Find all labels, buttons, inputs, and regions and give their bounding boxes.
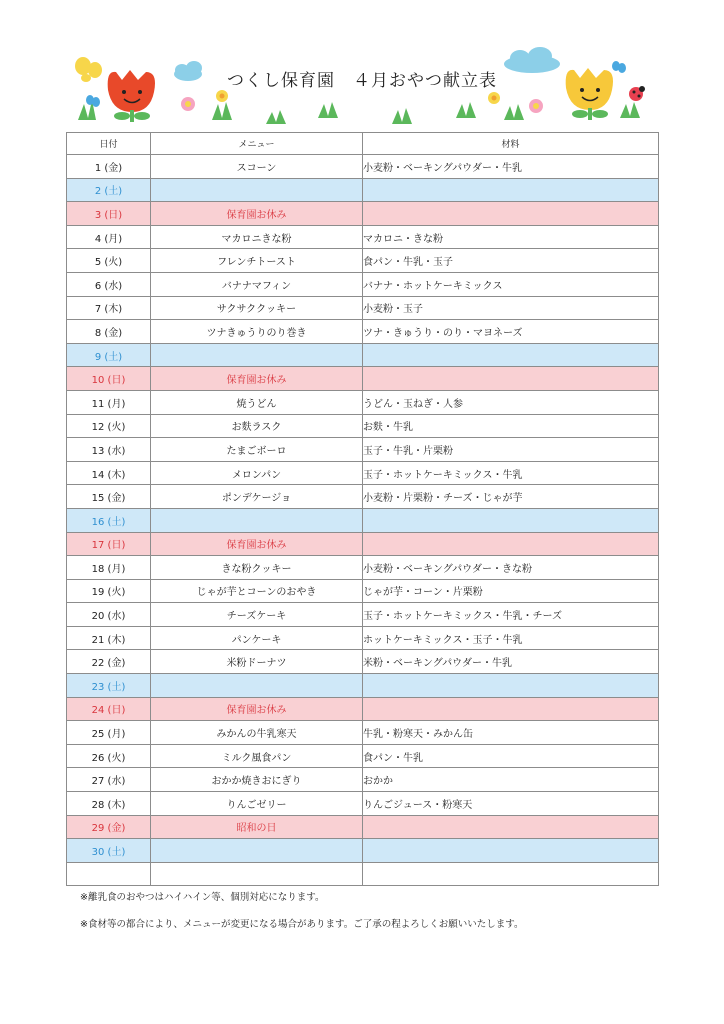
header-menu: メニュー: [151, 133, 363, 155]
row-menu: スコーン: [151, 155, 363, 179]
table-row: [67, 508, 659, 532]
row-date: 6 (水): [67, 272, 151, 296]
table-row: [67, 202, 659, 226]
row-date: 7 (木): [67, 296, 151, 320]
table-row: [67, 320, 659, 344]
row-menu: フレンチトースト: [151, 249, 363, 273]
row-materials: 小麦粉・玉子: [363, 296, 659, 320]
table-row: [67, 296, 659, 320]
row-materials: バナナ・ホットケーキミックス: [363, 272, 659, 296]
row-date: 22 (金): [67, 650, 151, 674]
row-materials: おかか: [363, 768, 659, 792]
table-row: [67, 225, 659, 249]
row-date: 21 (木): [67, 626, 151, 650]
row-menu: 保育園お休み: [151, 202, 363, 226]
row-menu: たまごボーロ: [151, 438, 363, 462]
table-row: [67, 792, 659, 816]
row-materials: [363, 508, 659, 532]
row-materials: 小麦粉・ベーキングパウダー・牛乳: [363, 155, 659, 179]
blue-butterfly-icon: [86, 95, 100, 107]
row-menu: マカロニきな粉: [151, 225, 363, 249]
row-materials: 玉子・ホットケーキミックス・牛乳・チーズ: [363, 603, 659, 627]
row-materials: [363, 697, 659, 721]
row-menu: メロンパン: [151, 461, 363, 485]
row-date: 24 (日): [67, 697, 151, 721]
table-row: [67, 367, 659, 391]
row-date: 20 (水): [67, 603, 151, 627]
notes: [80, 891, 523, 945]
yellow-flower-icon: [216, 90, 228, 102]
row-menu: ミルク風食パン: [151, 744, 363, 768]
note-baby-food: ※離乳食のおやつはハイハイン等、個別対応になります。: [80, 892, 325, 903]
row-date: 23 (土): [67, 674, 151, 698]
header-materials: 材料: [363, 133, 659, 155]
table-row: [67, 862, 659, 886]
row-menu: りんごゼリー: [151, 792, 363, 816]
row-materials: [363, 862, 659, 886]
table-row: [67, 603, 659, 627]
table-row: [67, 744, 659, 768]
table-row: [67, 579, 659, 603]
row-materials: 小麦粉・ベーキングパウダー・きな粉: [363, 556, 659, 580]
row-menu: チーズケーキ: [151, 603, 363, 627]
row-menu: バナナマフィン: [151, 272, 363, 296]
row-materials: ホットケーキミックス・玉子・牛乳: [363, 626, 659, 650]
table-header-row: [67, 133, 659, 155]
row-date: 2 (土): [67, 178, 151, 202]
row-date: 4 (月): [67, 225, 151, 249]
table-row: [67, 343, 659, 367]
table-row: [67, 674, 659, 698]
row-materials: 小麦粉・片栗粉・チーズ・じゃが芋: [363, 485, 659, 509]
row-materials: 米粉・ベーキングパウダー・牛乳: [363, 650, 659, 674]
table-row: [67, 626, 659, 650]
row-materials: [363, 839, 659, 863]
row-date: 12 (火): [67, 414, 151, 438]
table-row: [67, 155, 659, 179]
row-materials: [363, 202, 659, 226]
table-row: [67, 768, 659, 792]
row-materials: ツナ・きゅうり・のり・マヨネーズ: [363, 320, 659, 344]
row-menu: ポンデケージョ: [151, 485, 363, 509]
header-date: 日付: [67, 133, 151, 155]
decoration-illustration: [0, 0, 724, 130]
row-materials: 食パン・牛乳: [363, 744, 659, 768]
table-row: [67, 650, 659, 674]
row-menu: お麩ラスク: [151, 414, 363, 438]
row-menu: みかんの牛乳寒天: [151, 721, 363, 745]
row-materials: [363, 674, 659, 698]
row-materials: お麩・牛乳: [363, 414, 659, 438]
row-materials: じゃが芋・コーン・片栗粉: [363, 579, 659, 603]
row-menu: [151, 178, 363, 202]
row-materials: [363, 815, 659, 839]
row-date: 9 (土): [67, 343, 151, 367]
row-menu: 米粉ドーナツ: [151, 650, 363, 674]
row-date: 16 (土): [67, 508, 151, 532]
row-date: [67, 862, 151, 886]
row-menu: 焼うどん: [151, 390, 363, 414]
row-date: 15 (金): [67, 485, 151, 509]
row-menu: サクサククッキー: [151, 296, 363, 320]
table-row: [67, 461, 659, 485]
row-date: 11 (月): [67, 390, 151, 414]
table-row: [67, 839, 659, 863]
table-row: [67, 556, 659, 580]
table-row: [67, 178, 659, 202]
row-date: 17 (日): [67, 532, 151, 556]
table-row: [67, 249, 659, 273]
table-row: [67, 815, 659, 839]
row-menu: 昭和の日: [151, 815, 363, 839]
row-materials: 玉子・牛乳・片栗粉: [363, 438, 659, 462]
row-menu: 保育園お休み: [151, 697, 363, 721]
row-date: 30 (土): [67, 839, 151, 863]
row-materials: 牛乳・粉寒天・みかん缶: [363, 721, 659, 745]
row-materials: [363, 532, 659, 556]
row-menu: 保育園お休み: [151, 532, 363, 556]
row-date: 19 (火): [67, 579, 151, 603]
row-menu: パンケーキ: [151, 626, 363, 650]
row-menu: きな粉クッキー: [151, 556, 363, 580]
row-menu: [151, 839, 363, 863]
table-row: [67, 414, 659, 438]
table-row: [67, 272, 659, 296]
pink-flower-icon: [181, 97, 195, 111]
row-date: 1 (金): [67, 155, 151, 179]
table-row: [67, 438, 659, 462]
row-menu: 保育園お休み: [151, 367, 363, 391]
note-menu-change: ※食材等の都合により、メニューが変更になる場合があります。ご了承の程よろしくお願いいたします。: [80, 919, 524, 930]
grass-icon: [78, 100, 640, 124]
row-menu: おかか焼きおにぎり: [151, 768, 363, 792]
table-row: [67, 485, 659, 509]
row-materials: 玉子・ホットケーキミックス・牛乳: [363, 461, 659, 485]
row-materials: うどん・玉ねぎ・人参: [363, 390, 659, 414]
header: [0, 0, 724, 130]
table-row: [67, 390, 659, 414]
page-title: つくし保育園 ４月おやつ献立表: [227, 71, 497, 91]
row-menu: [151, 674, 363, 698]
row-date: 10 (日): [67, 367, 151, 391]
row-materials: [363, 178, 659, 202]
row-menu: [151, 508, 363, 532]
row-materials: [363, 367, 659, 391]
row-date: 28 (木): [67, 792, 151, 816]
table-row: [67, 532, 659, 556]
row-date: 26 (火): [67, 744, 151, 768]
row-menu: [151, 343, 363, 367]
snack-menu-table: [66, 132, 659, 886]
row-menu: じゃが芋とコーンのおやき: [151, 579, 363, 603]
row-menu: ツナきゅうりのり巻き: [151, 320, 363, 344]
row-date: 3 (日): [67, 202, 151, 226]
row-date: 27 (水): [67, 768, 151, 792]
row-date: 8 (金): [67, 320, 151, 344]
yellow-flower-icon: [488, 92, 500, 104]
row-date: 18 (月): [67, 556, 151, 580]
row-date: 13 (水): [67, 438, 151, 462]
table-row: [67, 697, 659, 721]
row-date: 14 (木): [67, 461, 151, 485]
row-materials: [363, 343, 659, 367]
row-date: 25 (月): [67, 721, 151, 745]
row-menu: [151, 862, 363, 886]
row-materials: マカロニ・きな粉: [363, 225, 659, 249]
row-date: 29 (金): [67, 815, 151, 839]
row-date: 5 (火): [67, 249, 151, 273]
row-materials: りんごジュース・粉寒天: [363, 792, 659, 816]
row-materials: 食パン・牛乳・玉子: [363, 249, 659, 273]
pink-flower-icon: [529, 99, 543, 113]
table-row: [67, 721, 659, 745]
